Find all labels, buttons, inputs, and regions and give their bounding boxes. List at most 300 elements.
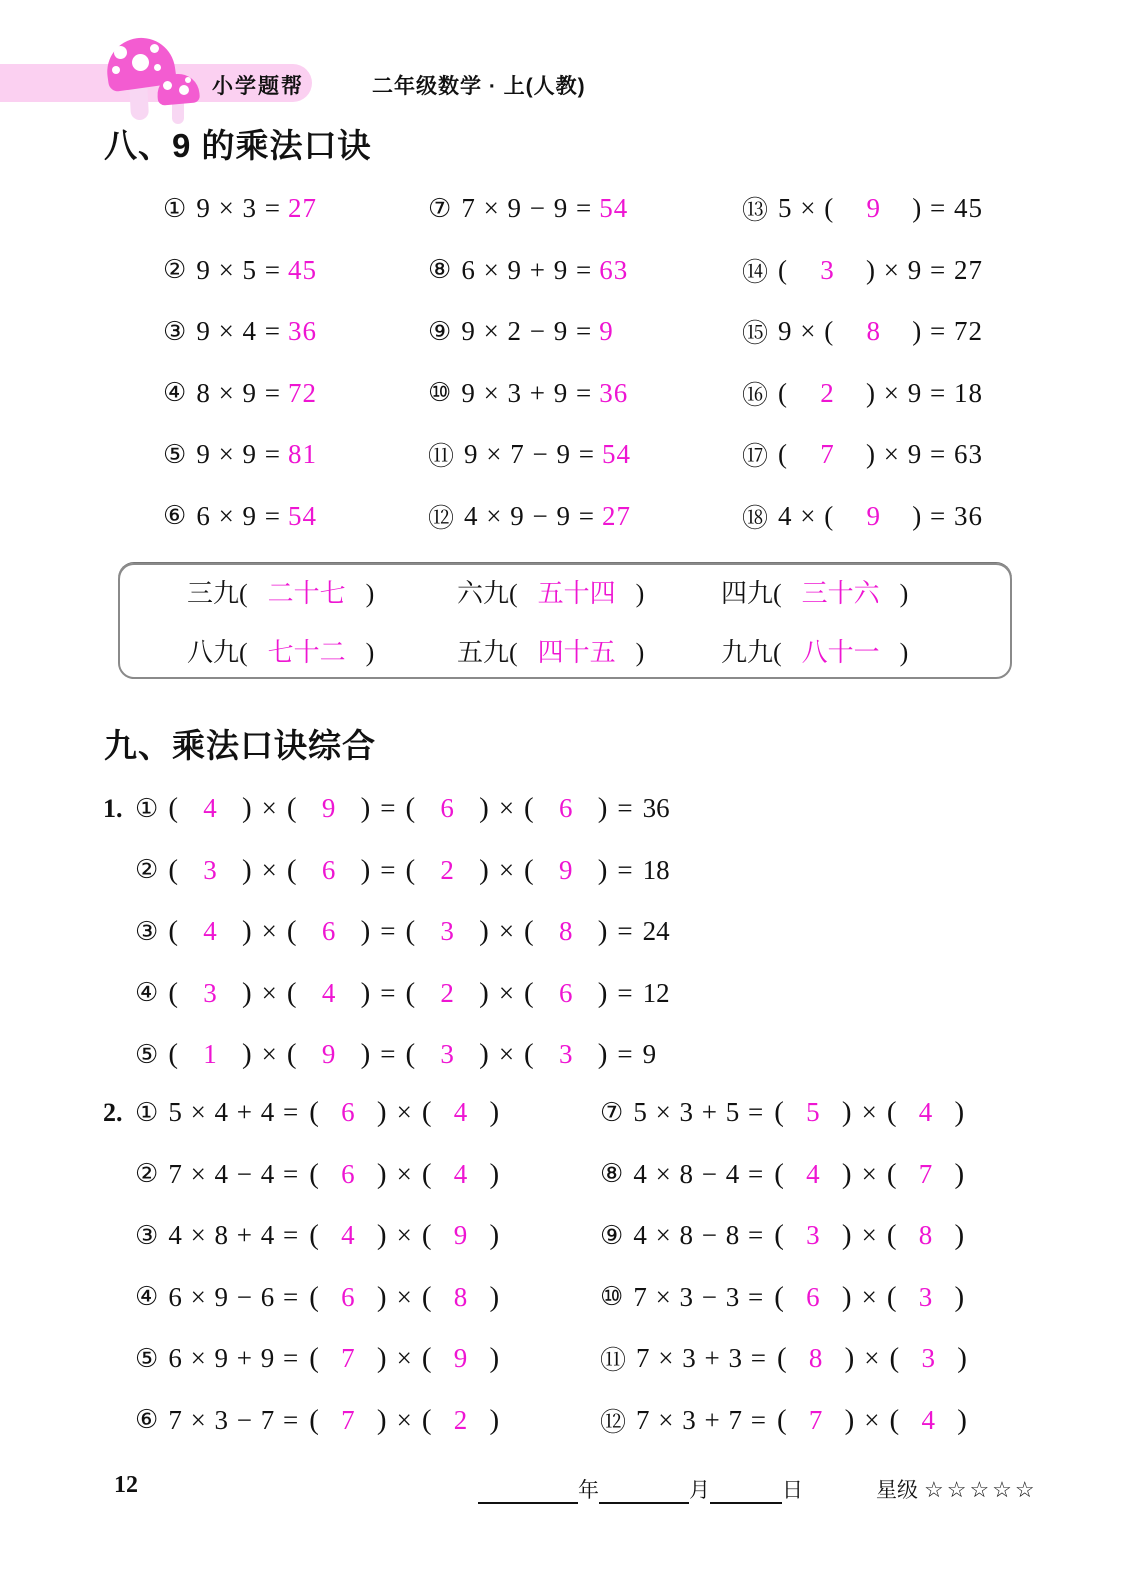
- exercise-row: [600, 1205, 967, 1267]
- task-number: 1.: [103, 793, 123, 823]
- problem-number: ⑪: [428, 442, 455, 473]
- times-sign: ×: [861, 1097, 877, 1128]
- paren-open: (: [524, 1038, 534, 1071]
- paren-close: ): [954, 1157, 965, 1190]
- rhyme-answer: 五十四: [537, 579, 616, 608]
- expression: 9 × 3 =: [196, 193, 282, 224]
- paren-open: (: [286, 915, 297, 948]
- answer: 2: [440, 854, 454, 885]
- times-sign: ×: [396, 1158, 412, 1189]
- exercise-row: [103, 901, 670, 963]
- task-number: 2.: [103, 1097, 123, 1127]
- problem-number: ⑨: [428, 316, 452, 347]
- result-value: 36: [642, 793, 670, 824]
- answer: 54: [601, 439, 631, 470]
- answer: 5: [806, 1097, 820, 1128]
- times-sign: ×: [498, 1039, 515, 1070]
- paren-open: (: [421, 1219, 432, 1252]
- problem-number: ④: [135, 978, 159, 1009]
- answer: 4: [453, 1097, 468, 1128]
- answer: 3: [558, 1039, 573, 1070]
- day-label: 日: [782, 1478, 803, 1502]
- problem-number: ①: [135, 1097, 159, 1128]
- exercise-row: [103, 778, 670, 840]
- answer: 6: [321, 916, 336, 947]
- problem-number: ⑯: [742, 380, 769, 411]
- paren-open: (: [774, 1280, 784, 1313]
- answer: 6: [558, 793, 573, 824]
- edition-label: 二年级数学 · 上(人教): [372, 75, 586, 98]
- star-rating: [876, 1474, 1038, 1504]
- problem-number: ⑤: [135, 1039, 159, 1070]
- problem-number: ⑧: [428, 255, 452, 286]
- problem-number: ②: [135, 855, 159, 886]
- month-label: 月: [689, 1478, 710, 1502]
- answer: 72: [288, 377, 318, 408]
- paren-open: (: [524, 792, 534, 825]
- paren-open: (: [309, 1280, 319, 1313]
- paren-close: ): [597, 1038, 608, 1071]
- date-line: [478, 1474, 803, 1504]
- paren-close: ): [376, 1219, 387, 1252]
- exercise-row: [600, 1144, 967, 1206]
- answer: 9: [321, 793, 336, 824]
- answer: 4: [321, 977, 336, 1008]
- answer: 3: [440, 1039, 454, 1070]
- exercise-row: [600, 1267, 967, 1329]
- problem-number: ⑪: [600, 1346, 627, 1377]
- paren-open: (: [774, 1219, 784, 1252]
- problem-number: ⑤: [163, 439, 187, 470]
- section8-title: 八、9 的乘法口诀: [104, 127, 372, 164]
- expression: 9 × 3 + 9 =: [461, 377, 593, 408]
- paren-open: (: [168, 792, 178, 825]
- paren-open: (: [168, 915, 178, 948]
- answer: 27: [288, 193, 318, 224]
- rhyme-answer: 二十七: [267, 579, 346, 608]
- equals-sign: =: [380, 793, 396, 824]
- times-sign: ×: [861, 1158, 877, 1189]
- paren-close: ): [479, 915, 489, 948]
- answer: 8: [453, 1281, 468, 1312]
- expression: 6 × 9 =: [196, 500, 282, 531]
- paren-open: (: [286, 853, 297, 886]
- paren-open: (: [309, 1157, 319, 1190]
- problem-number: ⑩: [428, 378, 452, 409]
- paren-open: (: [405, 792, 416, 825]
- rhyme-label: 九九(: [721, 638, 782, 667]
- expression-suffix: ) = 36: [912, 500, 983, 531]
- answer: 3: [921, 1343, 935, 1374]
- mushroom-small-icon: [155, 74, 203, 126]
- times-sign: ×: [261, 977, 277, 1008]
- month-blank: [599, 1480, 689, 1504]
- times-sign: ×: [498, 916, 515, 947]
- answer: 7: [918, 1158, 933, 1189]
- expression: 9 × 5 =: [196, 254, 282, 285]
- rhyme-label: 八九(: [187, 638, 248, 667]
- answer: 7: [341, 1343, 355, 1374]
- problem-number: ③: [135, 916, 159, 947]
- exercise-row: [428, 301, 631, 363]
- paren-close: ): [954, 1280, 965, 1313]
- problem-number: ⑫: [428, 503, 455, 534]
- expression: 9 × 7 − 9 =: [464, 439, 595, 470]
- problem-number: ①: [163, 193, 187, 224]
- exercise-row: [103, 1328, 499, 1390]
- answer: 4: [806, 1158, 820, 1189]
- paren-open: (: [886, 1157, 897, 1190]
- paren-open: (: [421, 1096, 432, 1129]
- paren-open: (: [776, 1403, 787, 1436]
- exercise-row: [428, 424, 631, 486]
- times-sign: ×: [396, 1281, 412, 1312]
- paren-open: (: [889, 1403, 900, 1436]
- exercise-row: [742, 178, 983, 240]
- equals-sign: =: [617, 793, 633, 824]
- page-number: 12: [114, 1472, 138, 1498]
- expression: 7 × 3 + 3 =: [636, 1343, 767, 1374]
- paren-open: (: [405, 1038, 416, 1071]
- exercise-row: [103, 1082, 499, 1144]
- day-blank: [710, 1480, 782, 1504]
- paren-open: (: [886, 1280, 897, 1313]
- year-label: 年: [578, 1478, 599, 1502]
- exercise-row: [103, 840, 670, 902]
- paren-open: (: [286, 792, 297, 825]
- rhyme-answer: 七十二: [267, 638, 346, 667]
- answer: 2: [453, 1404, 468, 1435]
- rhyme-item: [721, 573, 1010, 610]
- result-value: 24: [642, 916, 670, 947]
- paren-open: (: [405, 976, 416, 1009]
- answer: 3: [203, 977, 217, 1008]
- answer: 4: [921, 1404, 935, 1435]
- answer: 6: [341, 1158, 355, 1189]
- exercise-row: [163, 240, 317, 302]
- paren-close: ): [376, 1280, 387, 1313]
- exercise-row: [163, 486, 317, 548]
- rhyme-close: ): [365, 579, 375, 608]
- exercise-row: [103, 963, 670, 1025]
- times-sign: ×: [396, 1220, 412, 1251]
- rhyme-close: ): [635, 638, 645, 667]
- paren-close: ): [360, 915, 371, 948]
- paren-open: (: [286, 1038, 297, 1071]
- paren-close: ): [241, 853, 252, 886]
- paren-close: ): [841, 1280, 852, 1313]
- paren-close: ): [360, 1038, 371, 1071]
- times-sign: ×: [864, 1343, 880, 1374]
- expression: 7 × 3 − 3 =: [633, 1281, 765, 1312]
- answer: 6: [806, 1281, 820, 1312]
- answer: 9: [866, 193, 880, 224]
- rhyme-label: 三九(: [187, 579, 248, 608]
- answer: 54: [288, 500, 318, 531]
- paren-open: (: [168, 1038, 178, 1071]
- expression-prefix: 9 × (: [778, 316, 835, 347]
- exercise-row: [103, 1267, 499, 1329]
- year-blank: [478, 1480, 578, 1504]
- result-value: 18: [642, 854, 670, 885]
- expression-suffix: ) × 9 = 27: [866, 254, 983, 285]
- expression: 7 × 3 − 7 =: [168, 1404, 300, 1435]
- section8-column1: [163, 178, 317, 547]
- brand-label: 小学题帮: [212, 75, 304, 98]
- expression: 7 × 4 − 4 =: [168, 1158, 300, 1189]
- expression-suffix: ) × 9 = 63: [866, 439, 983, 470]
- problem-number: ①: [135, 793, 159, 824]
- paren-open: (: [421, 1157, 432, 1190]
- section9-part2-left: [103, 1082, 499, 1451]
- paren-open: (: [405, 915, 416, 948]
- paren-close: ): [376, 1342, 387, 1375]
- paren-open: (: [889, 1342, 900, 1375]
- answer: 6: [341, 1281, 355, 1312]
- expression-prefix: (: [778, 377, 789, 408]
- paren-close: ): [597, 976, 608, 1009]
- answer: 8: [866, 316, 880, 347]
- paren-close: ): [489, 1342, 500, 1375]
- section9-part2-right: [600, 1082, 967, 1451]
- paren-open: (: [309, 1219, 319, 1252]
- rhyme-item: [457, 632, 721, 669]
- star-icons: ☆☆☆☆☆: [924, 1477, 1038, 1502]
- paren-close: ): [360, 853, 371, 886]
- problem-number: ⑦: [428, 193, 452, 224]
- paren-open: (: [776, 1342, 787, 1375]
- expression: 6 × 9 + 9 =: [168, 1343, 300, 1374]
- answer: 9: [453, 1220, 468, 1251]
- paren-open: (: [309, 1096, 319, 1129]
- answer: 3: [203, 854, 217, 885]
- section9-title: 九、乘法口诀综合: [104, 727, 376, 764]
- answer: 27: [601, 500, 631, 531]
- paren-close: ): [489, 1096, 500, 1129]
- exercise-row: [163, 301, 317, 363]
- paren-close: ): [479, 976, 489, 1009]
- paren-open: (: [886, 1219, 897, 1252]
- answer: 2: [820, 377, 834, 408]
- rhyme-item: [721, 632, 1010, 669]
- expression-prefix: (: [778, 439, 789, 470]
- answer: 4: [203, 916, 217, 947]
- expression-prefix: (: [778, 254, 789, 285]
- paren-close: ): [241, 1038, 252, 1071]
- answer: 8: [558, 916, 573, 947]
- problem-number: ⑥: [135, 1405, 159, 1436]
- expression: 4 × 9 − 9 =: [464, 500, 595, 531]
- problem-number: ④: [135, 1282, 159, 1313]
- paren-open: (: [421, 1342, 432, 1375]
- times-sign: ×: [861, 1220, 877, 1251]
- exercise-row: [428, 486, 631, 548]
- problem-number: ④: [163, 378, 187, 409]
- rhyme-close: ): [365, 638, 375, 667]
- exercise-row: [103, 1024, 670, 1086]
- answer: 9: [866, 500, 880, 531]
- rhyme-item: [187, 573, 457, 610]
- times-sign: ×: [261, 916, 277, 947]
- expression-prefix: 5 × (: [778, 193, 835, 224]
- times-sign: ×: [396, 1404, 412, 1435]
- times-sign: ×: [498, 793, 515, 824]
- equals-sign: =: [617, 977, 633, 1008]
- problem-number: ⑨: [600, 1220, 624, 1251]
- paren-close: ): [360, 792, 371, 825]
- paren-close: ): [841, 1157, 852, 1190]
- exercise-row: [742, 424, 983, 486]
- paren-open: (: [286, 976, 297, 1009]
- rhyme-item: [457, 573, 721, 610]
- exercise-row: [163, 178, 317, 240]
- expression: 9 × 9 =: [196, 439, 282, 470]
- answer: 1: [203, 1039, 217, 1070]
- expression-suffix: ) × 9 = 18: [866, 377, 983, 408]
- times-sign: ×: [261, 1039, 277, 1070]
- paren-open: (: [405, 853, 416, 886]
- answer: 7: [820, 439, 834, 470]
- paren-close: ): [489, 1280, 500, 1313]
- expression-suffix: ) = 45: [912, 193, 983, 224]
- answer: 3: [918, 1281, 933, 1312]
- paren-open: (: [309, 1342, 319, 1375]
- times-sign: ×: [396, 1343, 412, 1374]
- expression: 4 × 8 − 4 =: [633, 1158, 765, 1189]
- paren-close: ): [954, 1096, 965, 1129]
- times-sign: ×: [498, 977, 515, 1008]
- paren-close: ): [597, 792, 608, 825]
- paren-close: ): [479, 792, 489, 825]
- paren-close: ): [489, 1219, 500, 1252]
- answer: 9: [453, 1343, 468, 1374]
- exercise-row: [103, 1390, 499, 1452]
- paren-close: ): [954, 1219, 965, 1252]
- exercise-row: [600, 1082, 967, 1144]
- answer: 4: [341, 1220, 355, 1251]
- paren-open: (: [524, 853, 534, 886]
- expression: 5 × 4 + 4 =: [168, 1097, 300, 1128]
- answer: 9: [558, 854, 573, 885]
- answer: 4: [918, 1097, 933, 1128]
- expression: 7 × 3 + 7 =: [636, 1404, 767, 1435]
- expression: 4 × 8 + 4 =: [168, 1220, 300, 1251]
- expression: 8 × 9 =: [196, 377, 282, 408]
- exercise-row: [428, 240, 631, 302]
- answer: 36: [288, 316, 318, 347]
- equals-sign: =: [617, 916, 633, 947]
- problem-number: ⑤: [135, 1343, 159, 1374]
- answer: 6: [321, 854, 336, 885]
- times-sign: ×: [864, 1404, 880, 1435]
- times-sign: ×: [261, 854, 277, 885]
- times-sign: ×: [261, 793, 277, 824]
- answer: 2: [440, 977, 454, 1008]
- exercise-row: [742, 486, 983, 548]
- paren-close: ): [844, 1342, 855, 1375]
- rhyme-item: [187, 632, 457, 669]
- paren-close: ): [841, 1219, 852, 1252]
- problem-number: ⑫: [600, 1407, 627, 1438]
- paren-close: ): [957, 1403, 967, 1436]
- paren-close: ): [844, 1403, 855, 1436]
- section9-part1: [103, 778, 670, 1086]
- rhyme-label: 四九(: [721, 579, 782, 608]
- times-sign: ×: [396, 1097, 412, 1128]
- answer: 54: [599, 193, 629, 224]
- answer: 81: [288, 439, 318, 470]
- paren-open: (: [421, 1280, 432, 1313]
- mushroom-cap: [156, 72, 200, 106]
- rhyme-answer: 八十一: [801, 638, 880, 667]
- exercise-row: [742, 240, 983, 302]
- paren-open: (: [168, 976, 178, 1009]
- rhyme-label: 五九(: [457, 638, 518, 667]
- problem-number: ⑱: [742, 503, 769, 534]
- paren-open: (: [886, 1096, 897, 1129]
- problem-number: ⑦: [600, 1097, 624, 1128]
- rhyme-close: ): [899, 579, 909, 608]
- answer: 4: [203, 793, 217, 824]
- answer: 9: [599, 316, 614, 347]
- paren-close: ): [241, 976, 252, 1009]
- paren-close: ): [360, 976, 371, 1009]
- answer: 4: [453, 1158, 468, 1189]
- paren-open: (: [309, 1403, 319, 1436]
- problem-number: ③: [163, 316, 187, 347]
- answer: 3: [820, 254, 834, 285]
- problem-number: ⑥: [163, 501, 187, 532]
- times-sign: ×: [861, 1281, 877, 1312]
- expression: 4 × 8 − 8 =: [633, 1220, 765, 1251]
- paren-close: ): [376, 1403, 387, 1436]
- problem-number: ③: [135, 1220, 159, 1251]
- rhyme-answer: 四十五: [537, 638, 616, 667]
- exercise-row: [103, 1205, 499, 1267]
- answer: 63: [599, 254, 629, 285]
- problem-number: ⑩: [600, 1282, 624, 1313]
- rhyme-answer: 三十六: [801, 579, 880, 608]
- answer: 8: [808, 1343, 823, 1374]
- expression: 9 × 2 − 9 =: [461, 316, 593, 347]
- exercise-row: [163, 363, 317, 425]
- answer: 36: [599, 377, 629, 408]
- paren-open: (: [524, 976, 534, 1009]
- times-sign: ×: [498, 854, 515, 885]
- paren-close: ): [841, 1096, 852, 1129]
- rhyme-box: [118, 563, 1012, 679]
- expression: 6 × 9 − 6 =: [168, 1281, 300, 1312]
- equals-sign: =: [380, 854, 396, 885]
- paren-open: (: [524, 915, 534, 948]
- paren-close: ): [957, 1342, 967, 1375]
- rhyme-label: 六九(: [457, 579, 518, 608]
- answer: 3: [440, 916, 454, 947]
- paren-close: ): [376, 1157, 387, 1190]
- equals-sign: =: [380, 916, 396, 947]
- answer: 9: [321, 1039, 336, 1070]
- equals-sign: =: [380, 977, 396, 1008]
- exercise-row: [742, 301, 983, 363]
- answer: 7: [341, 1404, 355, 1435]
- paren-close: ): [479, 853, 489, 886]
- problem-number: ⑮: [742, 319, 769, 350]
- answer: 6: [341, 1097, 355, 1128]
- expression: 6 × 9 + 9 =: [461, 254, 593, 285]
- paren-close: ): [597, 853, 608, 886]
- equals-sign: =: [617, 1039, 633, 1070]
- answer: 6: [440, 793, 454, 824]
